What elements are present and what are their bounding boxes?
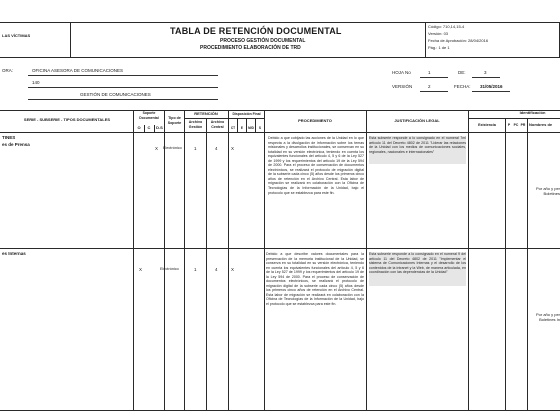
row1-central: 4 <box>215 146 218 151</box>
code-value: 140 <box>32 80 40 85</box>
tipo-soporte-header: Tipo de Soporte <box>167 116 182 125</box>
sheet-label: HOJA No <box>392 70 411 75</box>
row1-disposicion: X <box>231 146 235 151</box>
series-header: SERIE - SUBSERIE - TIPOS DOCUMENTALES <box>23 117 111 122</box>
col-divider-retencion <box>228 110 229 410</box>
soporte-header: Soporte Documental <box>139 111 159 120</box>
version-underline <box>420 91 448 92</box>
soporte-o: O <box>137 125 141 130</box>
justificacion-header: JUSTIFICACIÓN LEGAL <box>394 118 440 123</box>
row2-procedimiento: Debido a que describe valores documentales para la preservación de la memoria institucional de la Unidad, se conserva en su totalidad en su versión electrónica, teniendo en cuenta los equivalentes funcionales del artículo 4, 5 y 6 de la Ley 527 de 1999 y los requerimientos del artículo 19 de la Ley 594 de 2000. Para el proceso de conservación de documentos electrónicos, se realizará el protocolo de migración digital de la subserie cada cinco (5) años desde los primeros cinco años de retención en el Archivo Central. Esta labor de migración se realizará en colaboración con la Oficina de Tecnologías de la Información de la Unidad, bajo el protocolo que se establezca para este fin. <box>266 252 364 307</box>
archivo-central-header: Archivo Central <box>210 120 225 129</box>
identificacion-header: Identificación <box>519 110 546 115</box>
col-divider-gestion <box>206 118 207 410</box>
table-top-border <box>0 110 560 111</box>
page-number: Pág.: 1 de 1 <box>428 45 450 50</box>
identificacion-subheader-line <box>468 118 560 119</box>
date-label: FECHA: <box>454 84 471 89</box>
col-divider-series <box>133 110 134 410</box>
existencia-header: Existencia <box>478 123 496 127</box>
office-value: OFICINA ASESORA DE COMUNICACIONES <box>32 68 124 73</box>
col-divider-justificacion <box>468 110 469 410</box>
header-divider-right <box>425 22 426 58</box>
table-row-divider <box>0 248 560 249</box>
row1-subserie: es de Prensa <box>2 142 30 147</box>
id-p: P <box>507 123 511 127</box>
row2-central: 4 <box>215 267 218 272</box>
row2-side-note: Por año y per Boletines In <box>535 312 560 322</box>
row1-serie: TINES <box>2 135 16 140</box>
col-divider-soporte <box>164 110 165 410</box>
date-value: 31/05/2016 <box>480 84 503 89</box>
doc-code: Código: 710,14,15-4 <box>428 24 465 29</box>
row1-justificacion: Esta subserie responde a lo consignado en el numeral 7ml artículo 11 del Decreto 4802 de 2011 "Liderar las relaciones de la Unidad con los medios de comunicaciones sociales, regionales, nacionales e internacionales" <box>369 136 466 164</box>
organization-name: LAS VÍCTIMAS <box>2 33 31 38</box>
col-divider-existencia <box>505 118 506 410</box>
id-pr: PR <box>520 123 526 127</box>
row2-disposicion: X <box>231 267 235 272</box>
code-underline <box>28 87 218 88</box>
table-header-bottom <box>0 132 560 133</box>
header-divider-left <box>70 22 71 58</box>
col-divider-tipo <box>184 110 185 410</box>
of-underline <box>472 77 500 78</box>
id-pc: PC <box>513 123 519 127</box>
row2-tipo: Electrónico <box>160 267 179 271</box>
process-value: GESTIÓN DE COMUNICACIONES <box>80 92 151 97</box>
retencion-subheader-line <box>184 118 264 119</box>
archivo-gestion-header: Archivo Gestión <box>188 120 203 129</box>
soporte-c: C <box>147 125 151 130</box>
row2-justificacion: Esta subserie responde a lo consignado en el numeral 9 del artículo 11 del Decreto 4802 de 2011 "Implementar el sistema de Comunicaciones Internas y el desarrollo de los contenidos de la intranet y la Web, de manera articulada, en coordinación con las dependencias de la Unidad" <box>369 252 466 286</box>
row1-tipo: Electrónico <box>163 146 182 150</box>
office-label: ORA: <box>2 68 14 73</box>
row1-side-note: Por año y per Boletines <box>535 186 560 196</box>
disp-e: E <box>240 126 244 130</box>
of-value: 3 <box>484 70 487 75</box>
sheet-underline <box>420 77 448 78</box>
doc-version: Versión: 03 <box>428 31 449 36</box>
procedimiento-header: PROCEDIMIENTO <box>298 118 332 123</box>
nombres-header: Nombres de <box>529 122 553 127</box>
row2-serie: es Internas <box>2 251 26 256</box>
date-underline <box>472 91 510 92</box>
col-divider-procedimiento <box>366 110 367 410</box>
procedure-name: PROCEDIMIENTO ELABORACIÓN DE TRD <box>200 45 301 51</box>
process-name: PROCESO GESTIÓN DOCUMENTAL <box>220 38 306 44</box>
row2-gestion: 1 <box>194 267 197 272</box>
version-label: VERSIÓN <box>392 84 413 89</box>
disposicion-header: Disposición Final <box>232 112 261 116</box>
col-divider-disposicion <box>264 110 265 410</box>
disp-md: M/D <box>248 126 254 130</box>
row1-soporte-mark: X <box>155 146 159 151</box>
of-label: DE: <box>458 70 466 75</box>
process-underline <box>28 99 218 100</box>
approval-date: Fecha de Aprobación: 28/04/2016 <box>428 38 489 43</box>
row1-gestion: 1 <box>194 146 197 151</box>
office-underline <box>28 75 218 76</box>
version-value: 2 <box>428 84 431 89</box>
sheet-value: 1 <box>428 70 431 75</box>
col-divider-idcols <box>527 118 528 410</box>
document-title: TABLA DE RETENCIÓN DOCUMENTAL <box>170 26 342 36</box>
row1-procedimiento: Debido a que cobijado las acciones de la Unidad en lo que respecta a la divulgación de información sobre los temas misionales y desarrollos institucionales, se conservan en su totalidad en su versión electrónica, teniendo en cuenta los equivalentes funcionales del artículo 4, 5 y 6 de la Ley 527 de 1999 y los requerimientos del artículo 19 de la Ley 594 de 2000. Para el proceso de conservación de documentos electrónicos, se realizará el protocolo de migración digital de la subserie cada cinco (5) años desde los primeros cinco años de retención en el Archivo Central. Esta labor de migración se realizará en colaboración con la Oficina de Tecnologías de la Información de la Unidad, bajo el protocolo que se establezca para este fin. <box>268 136 364 195</box>
disp-ct: CT <box>230 126 236 130</box>
retencion-header: RETENCIÓN <box>194 111 218 116</box>
row2-soporte-mark: X <box>139 267 143 272</box>
soporte-ds: D.S <box>156 125 163 130</box>
disp-s: S <box>258 126 262 130</box>
table-bottom-border <box>0 410 560 411</box>
